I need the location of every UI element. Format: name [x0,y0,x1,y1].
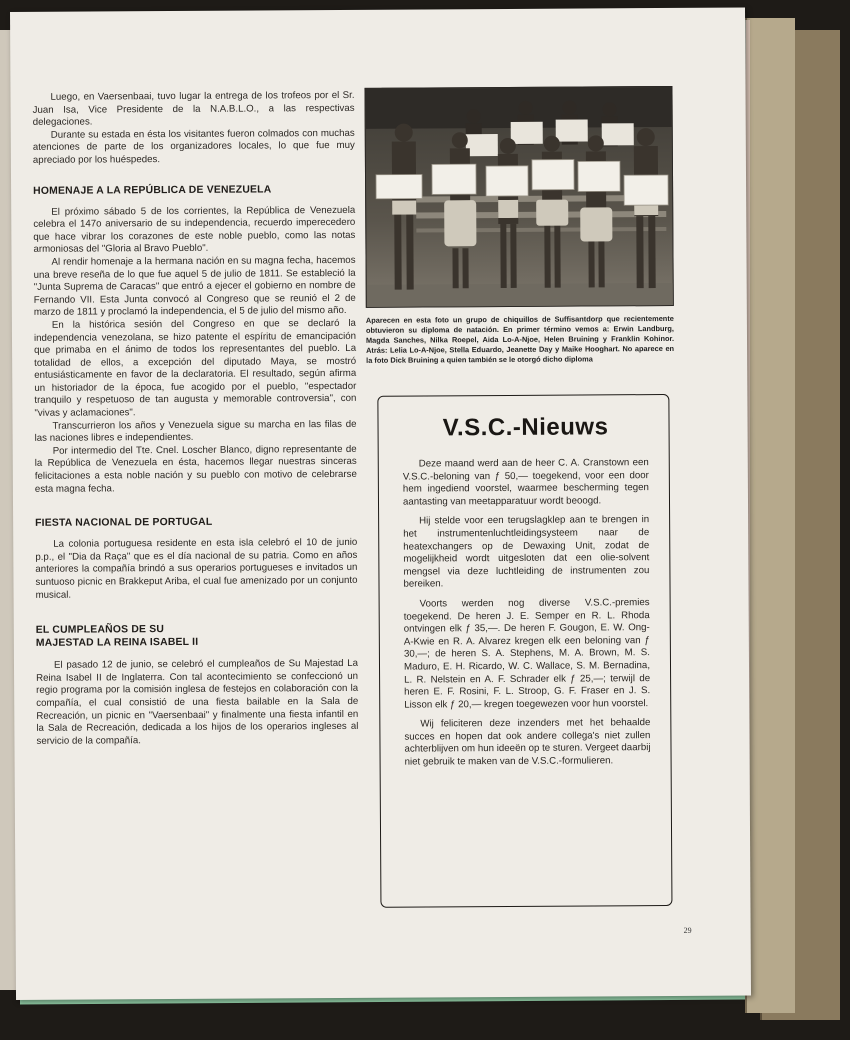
body-paragraph: El pasado 12 de junio, se celebró el cumpleaños de Su Majestad La Reina Isabel II de Inglaterra. Con tal acontecimiento se confeccionó un regio programa por la comisión inglesa de festejos en colaboración con la compañía, el cual consistió de una fiesta bailable en la Sala de Recreación, un picnic en "Vaersenbaai" y finalmente una fiesta infantil en la Sala de Recreación, dedicada a los hijos de los operarios ingleses al servicio de la compañía. [36,658,359,747]
body-paragraph: Al rendir homenaje a la hermana nación en su magna fecha, hacemos una breve reseña de lo que fue aquel 5 de julio de 1811. Se estableció la "Junta Suprema de Caracas" que entró a ejecer el gobierno en nombre de Fernando VII. Esta Junta convocó al Congreso que se reunió el 2 de marzo de 1811 y proclamó la independencia, el 5 de julio del mismo año. [33,254,356,319]
vsc-news-box [377,394,672,908]
section-heading-venezuela: HOMENAJE A LA REPÚBLICA DE VENEZUELA [33,183,272,197]
vsc-paragraph: Voorts werden nog diverse V.S.C.-premies toegekend. De heren J. E. Semper en R. L. Rhoda ontvingen elk ƒ 35,—. De heren F. Gougon, E. W. Ong-A-Kwie en R. A. Alvarez kregen elk een beloning van ƒ 30,—; de heren S. A. Stephens, M. A. Brown, M. S. Maduro, E. H. Ricardo, W. C. Wallace, S. M. Bernadina, L. R. Nelstein en A. F. Schrader elk ƒ 25,—; terwijl de heren E. F. Rosini, F. L. Stroop, G. F. Fraser en J. S. Lisson elk ƒ 20,— kregen toegewezen voor hun voorstel. [403,597,651,711]
body-paragraph: Por intermedio del Tte. Cnel. Loscher Blanco, digno representante de la República de Venezuela en ésta, hacemos llegar nuestras sinceras felicitaciones a esta noble nación y su pueblo con motivo de celebrarse esta magna fecha. [34,443,357,495]
heading-line: EL CUMPLEAÑOS DE SU [35,624,165,637]
page-number: 29 [683,925,692,935]
section-heading-portugal: FIESTA NACIONAL DE PORTUGAL [35,516,213,530]
body-paragraph: El próximo sábado 5 de los corrientes, la República de Venezuela celebra el 147o aniversario de su independencia, recuerdo imperecedero que hace vibrar los corazones de este noble pueblo, como las notas armoniosas del "Gloria al Bravo Pueblo". [33,204,356,256]
body-paragraph: En la histórica sesión del Congreso en que se declaró la independencia venezolana, se hizo patente el espíritu de emancipación que primaba en el ánimo de todos los representantes del pueblo. La totalidad de ellos, a excepción del diputado Maya, se mostró entusiásticamente en favor de la declaratoria. El resultado, según afirma un historiador de la época, fue acogido por el pueblo, "espectador tranquilo y respetuoso de tan augusta y memorable controversia", con "vivas y aclamaciones". [33,317,357,419]
body-paragraph: Transcurrieron los años y Venezuela sigue su marcha en las filas de las naciones libres e independientes. [34,418,357,445]
body-paragraph: La colonia portuguesa residente en esta isla celebró el 10 de junio p.p., el "Dia da Raça" que es el día nacional de su patria. Como en años anteriores la compañía brindó a sus operarios portugueses e invitados un suntuoso picnic en Brakkeput Ariba, el cual fue amenizado por un conjunto musical. [35,537,358,601]
section-heading-queen [36,622,358,650]
vsc-paragraph: Deze maand werd aan de heer C. A. Cranstown een V.S.C.-beloning van ƒ 50,— toegekend, voor een door hem ingediend voorstel, waarmee bescherming tegen aantasting van meetapparatuur wordt beoogd. [402,457,649,508]
heading-line: MAJESTAD LA REINA ISABEL II [35,637,199,650]
vsc-paragraph: Hij stelde voor een terugslagklep aan te brengen in het instrumentenluchtleidingsysteem naar de heatexchangers op de Dewaxing Unit, zodat de mogelijkheid wordt uitgesloten dat een olie-solvent mengsel via deze luchtleiding de instrumenten zou bereiken. [403,514,650,590]
left-column [32,90,358,748]
intro-paragraph: Luego, en Vaersenbaai, tuvo lugar la entrega de los trofeos por el Sr. Juan Isa, Vice Presidente de la N.A.B.L.O., a las respectivas delegaciones. [32,89,355,129]
photo-illustration [365,87,673,308]
intro-paragraph: Durante su estada en ésta los visitantes fueron colmados con muchas atenciones de parte de los organizadores locales, lo que fue muy apreciado por los huéspedes. [32,127,355,166]
vsc-paragraph: Wij feliciteren deze inzenders met het behaalde succes en hopen dat ook andere collega's niet zullen achterblijven om hun ideeën op te sturen. Vergeet daarbij niet gebruik te maken van de V.S.C.-formulieren. [404,717,651,768]
binder-stack-middle [745,18,795,1013]
photo-caption: Aparecen en esta foto un grupo de chiquillos de Suffisantdorp que recientemente obtuvieron su diploma de natación. En primer término vemos a: Erwin Landburg, Magda Sanches, Nilka Roepel, Aida Lo-A-Njoe, Helen Bruining y Franklin Kohinor. Atrás: Lelia Lo-A-Njoe, Stella Eduardo, Jeanette Day y Maike Hooghart. No aparece en la foto Dick Bruining a quien también se le otorgó dicho diploma [365,313,675,365]
vsc-title: V.S.C.-Nieuws [442,413,609,442]
group-photo [364,86,673,308]
magazine-page [10,8,751,1000]
